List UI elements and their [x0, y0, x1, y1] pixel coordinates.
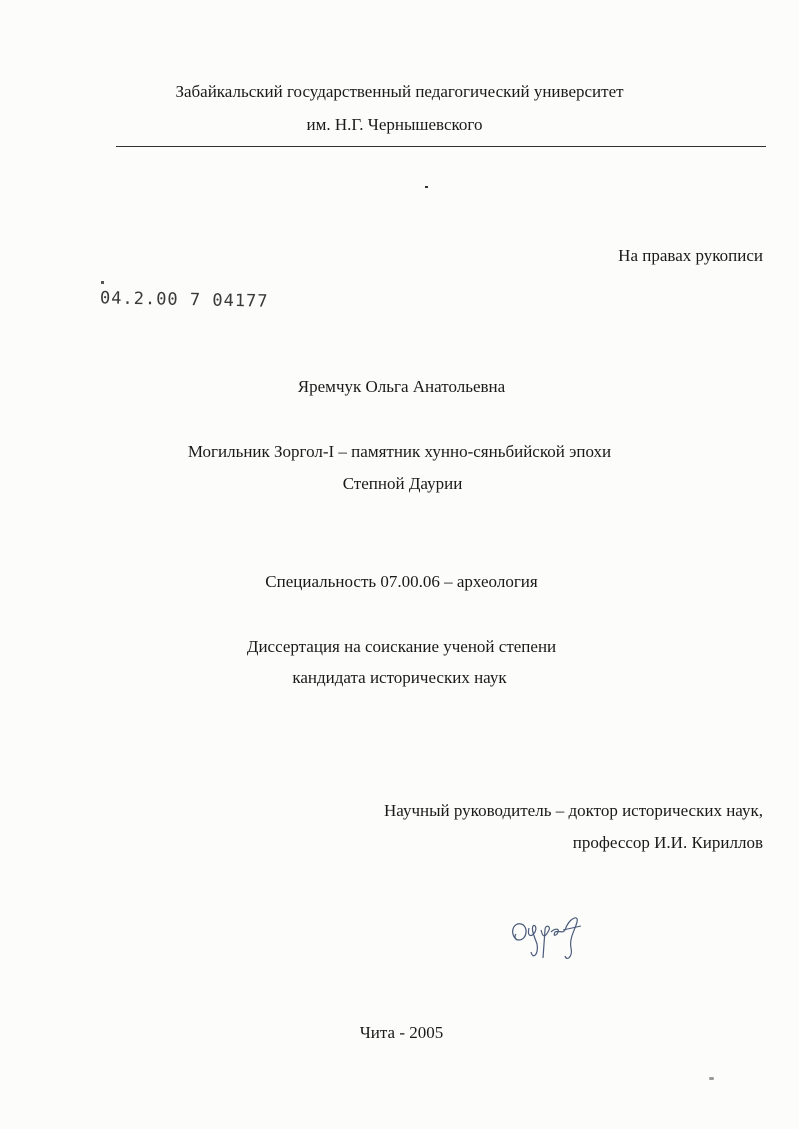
ink-dot	[425, 186, 428, 188]
rights-note: На правах рукописи	[618, 246, 763, 265]
stamp-mark	[101, 281, 104, 284]
institution-named-after: им. Н.Г. Чернышевского	[306, 115, 483, 134]
author-name: Яремчук Ольга Анатольевна	[297, 377, 506, 396]
title-line-2: Степной Даурии	[342, 474, 463, 493]
registry-stamp: 04.2.00 7 04177	[99, 288, 269, 312]
supervisor-line-1: Научный руководитель – доктор исторических наук,	[384, 801, 763, 820]
handwritten-signature	[505, 908, 605, 968]
header-divider	[116, 146, 766, 147]
institution-name: Забайкальский государственный педагогический университет	[175, 82, 624, 101]
specialty: Специальность 07.00.06 – археология	[265, 572, 538, 591]
city-year: Чита - 2005	[359, 1023, 444, 1042]
paper-speck	[709, 1077, 714, 1080]
degree-line-2: кандидата исторических наук	[292, 668, 507, 687]
title-line-1: Могильник Зоргол-I – памятник хунно-сяньбийской эпохи	[187, 442, 612, 461]
degree-line-1: Диссертация на соискание ученой степени	[246, 637, 557, 656]
supervisor-line-2: профессор И.И. Кириллов	[572, 833, 763, 852]
